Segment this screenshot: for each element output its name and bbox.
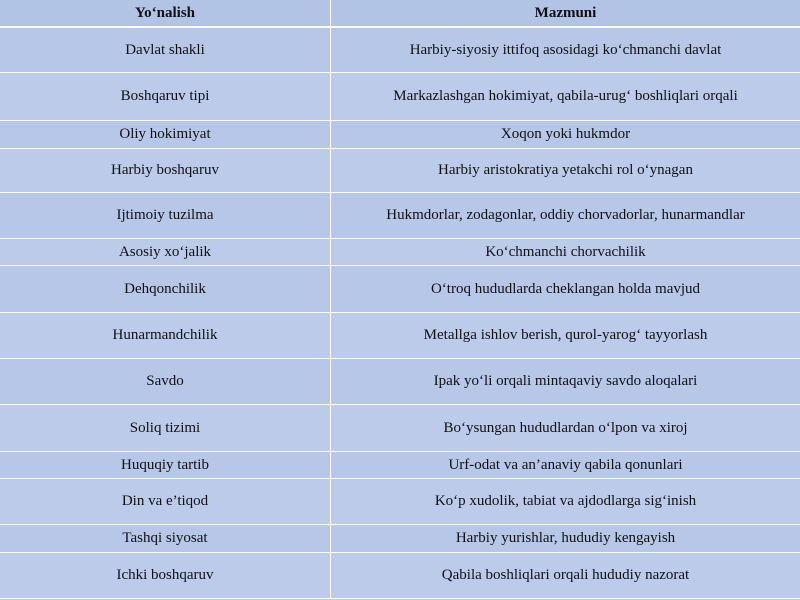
column-header-mazmuni: Mazmuni [331,0,800,28]
row-label: Din va e’tiqod [0,479,331,525]
column-header-yonalish: Yo‘nalish [0,0,331,28]
row-label: Harbiy boshqaruv [0,149,331,193]
row-content: Harbiy-siyosiy ittifoq asosidagi ko‘chmanchi davlat [331,28,800,73]
row-content: Urf-odat va an’anaviy qabila qonunlari [331,452,800,479]
row-content: Ipak yo‘li orqali mintaqaviy savdo aloqalari [331,359,800,405]
row-content: Xoqon yoki hukmdor [331,121,800,149]
row-content: Ko‘chmanchi chorvachilik [331,239,800,266]
row-content: Hukmdorlar, zodagonlar, oddiy chorvadorlar, hunarmandlar [331,193,800,239]
row-content: O‘troq hududlarda cheklangan holda mavjud [331,266,800,313]
row-label: Asosiy xo‘jalik [0,239,331,266]
row-content: Qabila boshliqlari orqali hududiy nazorat [331,553,800,599]
row-label: Tashqi siyosat [0,525,331,553]
row-content: Metallga ishlov berish, qurol-yarog‘ tayyorlash [331,313,800,359]
row-label: Boshqaruv tipi [0,73,331,121]
row-content: Harbiy aristokratiya yetakchi rol o‘ynagan [331,149,800,193]
row-label: Davlat shakli [0,28,331,73]
row-content: Bo‘ysungan hududlardan o‘lpon va xiroj [331,405,800,452]
row-label: Ijtimoiy tuzilma [0,193,331,239]
row-label: Oliy hokimiyat [0,121,331,149]
row-content: Ko‘p xudolik, tabiat va ajdodlarga sig‘inish [331,479,800,525]
row-label: Huquqiy tartib [0,452,331,479]
row-label: Hunarmandchilik [0,313,331,359]
row-content: Harbiy yurishlar, hududiy kengayish [331,525,800,553]
row-label: Ichki boshqaruv [0,553,331,599]
row-content: Markazlashgan hokimiyat, qabila-urug‘ boshliqlari orqali [331,73,800,121]
row-label: Savdo [0,359,331,405]
row-label: Soliq tizimi [0,405,331,452]
row-label: Dehqonchilik [0,266,331,313]
